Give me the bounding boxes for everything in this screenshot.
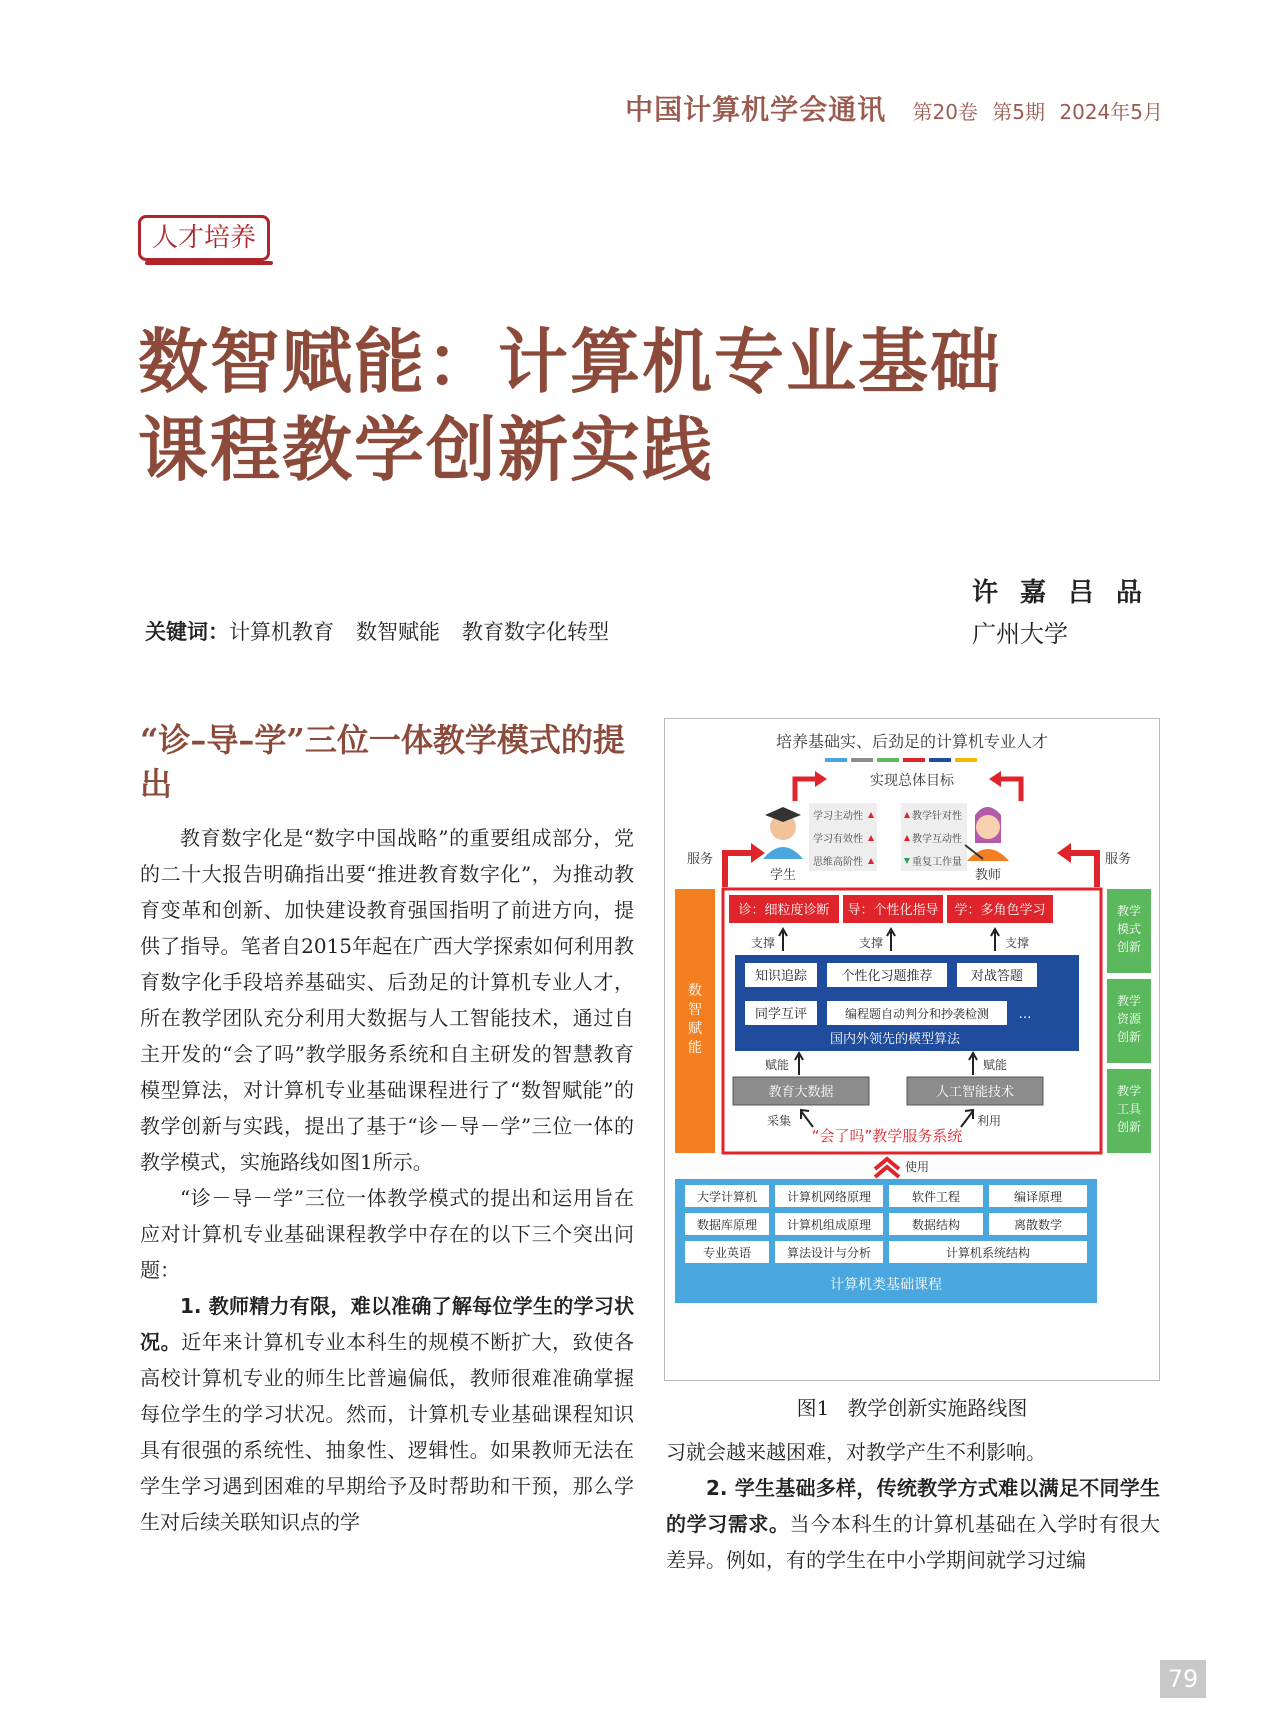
serve-arrow-right xyxy=(1071,853,1097,887)
roadmap-diagram xyxy=(665,719,1159,1380)
page-number: 79 xyxy=(1160,1660,1206,1698)
author-names: 许嘉吕品 xyxy=(972,578,1165,608)
paragraph: 教育数字化是“数字中国战略”的重要组成部分，党的二十大报告明确指出要“推进教育数字化”，为推动教育变革和创新、加快建设教育强国指明了前进方向，提供了指导。笔者自2015年起在广西大学探索如何利用教育数字化手段培养基础实、后劲足的计算机专业人才，所在教学团队充分利用大数据与人工智能技术，通过自主开发的“会了吗”教学服务系统和自主研发的智慧教育模型算法，对计算机专业基础课程进行了“数智赋能”的教学创新与实践，提出了基于“诊－导－学”三位一体的教学模式，实施路线如图1所示。 xyxy=(140,826,634,1174)
course-title: 计算机类基础课程 xyxy=(830,1277,942,1293)
point-heading: 2. 学生基础多样，传统教学方式难以满足不同学生的学习需求。 xyxy=(666,1476,1160,1536)
metric: 教学互动性 xyxy=(912,834,962,845)
metric: 学习有效性 xyxy=(813,834,863,845)
affiliation: 广州大学 xyxy=(972,620,1068,648)
goal-arrow-right xyxy=(1001,779,1021,801)
mode-label: 导：个性化指导 xyxy=(847,903,939,918)
algo-label: 知识追踪 xyxy=(754,969,808,984)
magazine-name: 中国计算机学会通讯 xyxy=(625,93,887,126)
serve-arrow-left xyxy=(725,853,751,887)
serve-label-right: 服务 xyxy=(1105,852,1132,867)
teacher-icon xyxy=(965,807,1009,861)
section-tag: 人才培养 xyxy=(138,215,270,261)
mode-label: 学：多角色学习 xyxy=(954,903,1046,918)
issue: 第5期 xyxy=(992,100,1046,124)
left-bar-char: 赋 xyxy=(688,1021,702,1037)
course-label: 大学计算机 xyxy=(696,1190,758,1204)
course-label: 计算机网络原理 xyxy=(786,1190,872,1204)
point-heading: 1. 教师精力有限，难以准确了解每位学生的学习状况。 xyxy=(140,1294,634,1354)
support-label: 支撑 xyxy=(750,936,776,950)
metric: 思维高阶性 xyxy=(813,857,863,868)
empower-label: 赋能 xyxy=(764,1058,790,1072)
right-bar-char: 模式 xyxy=(1116,922,1142,936)
right-bar-char: 创新 xyxy=(1116,1120,1142,1134)
right-bar-char: 教学 xyxy=(1116,1084,1142,1098)
algo-label: 对战答题 xyxy=(970,969,1024,984)
left-bar-char: 能 xyxy=(688,1040,702,1056)
teacher-label: 教师 xyxy=(974,868,1002,883)
system-label: “会了吗”教学服务系统 xyxy=(811,1127,963,1145)
arrow-head xyxy=(815,771,827,787)
algo-label: 个性化习题推荐 xyxy=(841,969,933,984)
student-label: 学生 xyxy=(769,868,797,883)
left-bar-char: 数 xyxy=(688,983,702,999)
metric: 学习主动性 xyxy=(813,811,863,822)
course-label: 算法设计与分析 xyxy=(786,1246,872,1260)
course-label: 离散数学 xyxy=(1013,1218,1063,1232)
source-label: 人工智能技术 xyxy=(935,1085,1015,1100)
source-label: 教育大数据 xyxy=(768,1085,834,1100)
algo-label: … xyxy=(1018,1007,1032,1022)
point-text: 近年来计算机专业本科生的规模不断扩大，致使各高校计算机专业的师生比普遍偏低，教师很难准确掌握每位学生的学习状况。然而，计算机专业基础课程知识具有很强的系统性、抽象性、逻辑性。如果教师无法在学生学习遇到困难的早期给予及时帮助和干预，那么学生对后续关联知识点的学 xyxy=(140,1330,635,1534)
arrow-head xyxy=(989,771,1001,787)
keywords-label: 关键词： xyxy=(145,620,229,644)
paragraph xyxy=(666,1470,1160,1578)
color-bars xyxy=(825,758,977,762)
title-line-1: 数智赋能：计算机专业基础 xyxy=(138,321,1002,403)
date: 2024年5月 xyxy=(1059,100,1163,124)
algo-label: 编程题自动判分和抄袭检测 xyxy=(844,1007,990,1021)
figure-caption xyxy=(664,1392,1160,1421)
metric: 重复工作量 xyxy=(912,857,962,868)
left-bar-char: 智 xyxy=(688,1002,702,1018)
algo-label: 同学互评 xyxy=(754,1007,808,1022)
usage-chevrons-icon xyxy=(875,1159,899,1177)
course-label: 软件工程 xyxy=(911,1190,961,1204)
mode-label: 诊：细粒度诊断 xyxy=(738,903,830,918)
paragraph: 习就会越来越困难，对教学产生不利影响。 xyxy=(666,1440,1046,1464)
arrow-head xyxy=(751,843,765,863)
course-label: 计算机系统结构 xyxy=(945,1246,1031,1260)
arrow-head xyxy=(1057,843,1071,863)
figure-1 xyxy=(664,718,1160,1381)
keyword: 数智赋能 xyxy=(356,620,440,644)
keywords xyxy=(145,616,631,646)
point-text: 当今本科生的计算机基础在入学时有很大差异。例如，有的学生在中小学期间就学习过编 xyxy=(666,1512,1161,1572)
article-title xyxy=(138,318,1138,494)
course-label: 数据库原理 xyxy=(696,1218,758,1232)
figure-caption-text: 教学创新实施路线图 xyxy=(847,1396,1028,1420)
use-label: 利用 xyxy=(976,1114,1002,1128)
course-label: 专业英语 xyxy=(702,1246,752,1260)
right-bar-char: 资源 xyxy=(1116,1012,1142,1026)
right-bar-char: 教学 xyxy=(1116,904,1142,918)
empower-label: 赋能 xyxy=(982,1058,1008,1072)
top-title: 培养基础实、后劲足的计算机专业人才 xyxy=(775,732,1049,751)
student-metrics xyxy=(809,803,877,871)
keyword: 计算机教育 xyxy=(229,620,334,644)
body-column-left xyxy=(140,820,634,1540)
collect-label: 采集 xyxy=(766,1114,792,1128)
usage-label: 使用 xyxy=(905,1160,930,1174)
course-label: 数据结构 xyxy=(911,1218,961,1232)
serve-label-left: 服务 xyxy=(687,852,714,867)
support-label: 支撑 xyxy=(1004,936,1030,950)
metric: 教学针对性 xyxy=(912,811,962,822)
section-heading: “诊–导–学”三位一体教学模式的提出 xyxy=(140,721,625,803)
title-line-2: 课程教学创新实践 xyxy=(138,409,714,491)
paragraph: “诊－导－学”三位一体教学模式的提出和运用旨在应对计算机专业基础课程教学中存在的以下三个突出问题： xyxy=(140,1186,634,1282)
right-bar-char: 工具 xyxy=(1116,1102,1142,1116)
keyword: 教育数字化转型 xyxy=(462,620,609,644)
right-bar-char: 创新 xyxy=(1116,1030,1142,1044)
right-bar-char: 教学 xyxy=(1116,994,1142,1008)
support-label: 支撑 xyxy=(858,936,884,950)
course-label: 计算机组成原理 xyxy=(786,1218,872,1232)
goal-label: 实现总体目标 xyxy=(870,773,954,789)
figure-number: 图1 xyxy=(796,1396,830,1420)
student-icon xyxy=(763,807,803,859)
right-bars xyxy=(1107,889,1151,1153)
journal-header xyxy=(617,88,1163,128)
paragraph xyxy=(140,1288,634,1540)
algo-title: 国内外领先的模型算法 xyxy=(829,1032,961,1047)
teacher-metrics xyxy=(901,803,967,871)
goal-arrow-left xyxy=(795,779,815,801)
course-label: 编译原理 xyxy=(1013,1190,1063,1204)
volume: 第20卷 xyxy=(912,100,978,124)
mode-boxes xyxy=(729,895,1053,923)
body-column-right xyxy=(666,1434,1160,1578)
right-bar-char: 创新 xyxy=(1116,940,1142,954)
